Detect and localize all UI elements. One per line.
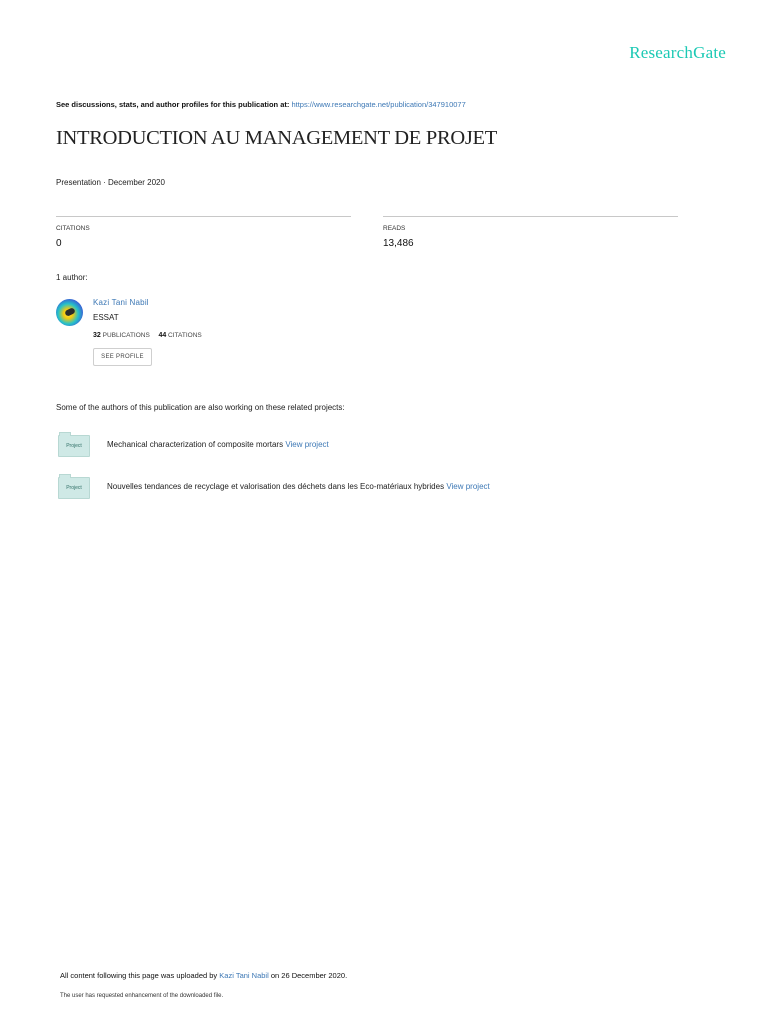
researchgate-logo[interactable]: ResearchGate [629, 43, 726, 62]
author-name-link[interactable]: Kazi Tani Nabil [93, 298, 149, 307]
author-citations-count: 44 [158, 332, 167, 339]
author-publications-count: 32 [93, 332, 101, 339]
citations-value: 0 [56, 238, 62, 249]
enhancement-note: The user has requested enhancement of the downloaded file. [60, 993, 224, 999]
project-badge: Project [66, 443, 82, 449]
discussions-text: See discussions, stats, and author profiles for this publication at: [56, 100, 290, 109]
upload-notice [60, 971, 347, 980]
publication-meta: Presentation · December 2020 [56, 178, 165, 187]
publication-url-link[interactable]: https://www.researchgate.net/publication/347910077 [291, 100, 466, 109]
discussions-line [56, 100, 466, 109]
author-count: 1 author: [56, 273, 88, 282]
publication-title: INTRODUCTION AU MANAGEMENT DE PROJET [56, 127, 497, 149]
project-folder-icon [58, 477, 90, 499]
project-title: Mechanical characterization of composite mortars [107, 440, 284, 449]
citations-label: CITATIONS [56, 225, 90, 232]
author-publications-label: PUBLICATIONS [102, 332, 150, 339]
author-avatar[interactable] [56, 299, 83, 326]
author-institution: ESSAT [93, 313, 119, 322]
project-folder-icon [58, 435, 90, 457]
project-item [107, 482, 490, 491]
reads-stat [383, 216, 678, 249]
project-badge: Project [66, 485, 82, 491]
project-item [107, 440, 329, 449]
reads-label: READS [383, 225, 406, 232]
citations-stat [56, 216, 351, 249]
related-projects-heading: Some of the authors of this publication are also working on these related projects: [56, 403, 345, 412]
project-title: Nouvelles tendances de recyclage et valorisation des déchets dans les Eco-matériaux hybrides [107, 482, 445, 491]
view-project-link[interactable]: View project [285, 440, 329, 449]
author-stats [93, 332, 202, 339]
view-project-link[interactable]: View project [446, 482, 490, 491]
author-citations-label: CITATIONS [168, 332, 202, 339]
upload-suffix: on 26 December 2020. [270, 971, 348, 980]
see-profile-button[interactable]: SEE PROFILE [93, 348, 152, 366]
upload-prefix: All content following this page was uploaded by [60, 971, 218, 980]
uploader-link[interactable]: Kazi Tani Nabil [219, 971, 269, 980]
reads-value: 13,486 [383, 238, 414, 249]
